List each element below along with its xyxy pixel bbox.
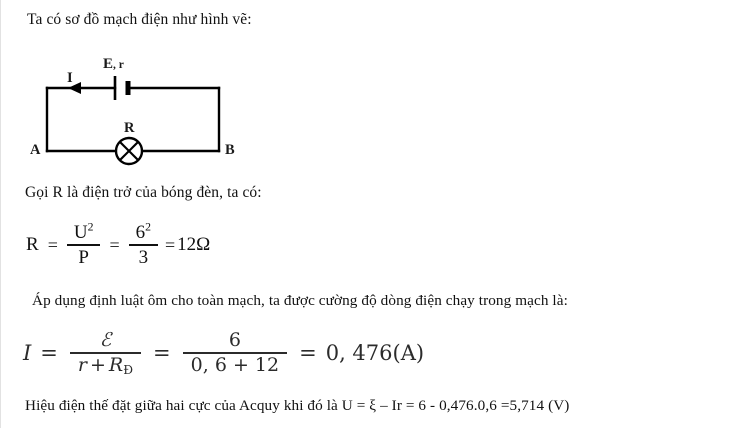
terminal-voltage-text: Hiệu điện thế đặt giữa hai cực của Acquy khi đó là U = ξ – Ir = 6 - 0,476.0,6 =5,714 (V) <box>25 397 570 414</box>
fraction-6-over-sum <box>183 330 287 376</box>
lamp-icon <box>116 138 142 164</box>
fraction-bar <box>67 244 101 246</box>
fraction-denominator: $r + R_Đ$ <box>77 353 134 378</box>
formula-i-equals-3: = <box>299 341 317 366</box>
fraction-numerator: $6^2$ <box>135 220 152 243</box>
fraction-emf-over-total-resistance <box>70 330 141 376</box>
node-b-label: B <box>225 142 235 158</box>
formula-r-result: 12Ω <box>177 234 211 256</box>
formula-r-equals-3: = <box>165 234 176 255</box>
lamp-label: R <box>124 120 135 136</box>
lamp-subscript: Đ <box>123 363 134 378</box>
formula-i-equals-1: = <box>40 341 58 366</box>
formula-r-equals-2: = <box>109 234 120 255</box>
formula-i-lhs: I <box>23 341 32 366</box>
formula-r-lhs: R <box>26 234 39 256</box>
source-label: E, r <box>103 56 124 72</box>
fraction-numerator: 6 <box>228 329 241 351</box>
ohms-law-text: Áp dụng định luật ôm cho toàn mạch, ta được cường độ dòng điện chạy trong mạch là: <box>32 292 568 309</box>
fraction-6squared-over-3 <box>129 222 158 268</box>
formula-current <box>23 330 424 376</box>
emf-symbol: ℰ <box>99 329 112 351</box>
intro-text: Ta có sơ đồ mạch điện như hình vẽ: <box>27 11 252 28</box>
formula-i-result: 0, 476(A) <box>325 341 425 366</box>
circuit-diagram <box>11 48 281 173</box>
fraction-denominator: 3 <box>138 246 149 268</box>
current-label: I <box>67 70 73 86</box>
exponent: 2 <box>145 220 152 234</box>
battery-icon <box>115 76 128 100</box>
resistance-definition-text: Gọi R là điện trở của bóng đèn, ta có: <box>25 184 262 201</box>
formula-resistance <box>23 222 210 268</box>
fraction-denominator: P <box>78 246 89 268</box>
fraction-numerator: $U^2$ <box>73 220 94 243</box>
exponent: 2 <box>87 220 94 234</box>
node-a-label: A <box>30 142 41 158</box>
formula-i-equals-2: = <box>153 341 171 366</box>
formula-r-equals-1: = <box>47 234 58 255</box>
fraction-u2-over-p <box>67 222 101 268</box>
fraction-bar <box>129 244 158 246</box>
fraction-denominator: 0, 6 + 12 <box>190 353 280 376</box>
